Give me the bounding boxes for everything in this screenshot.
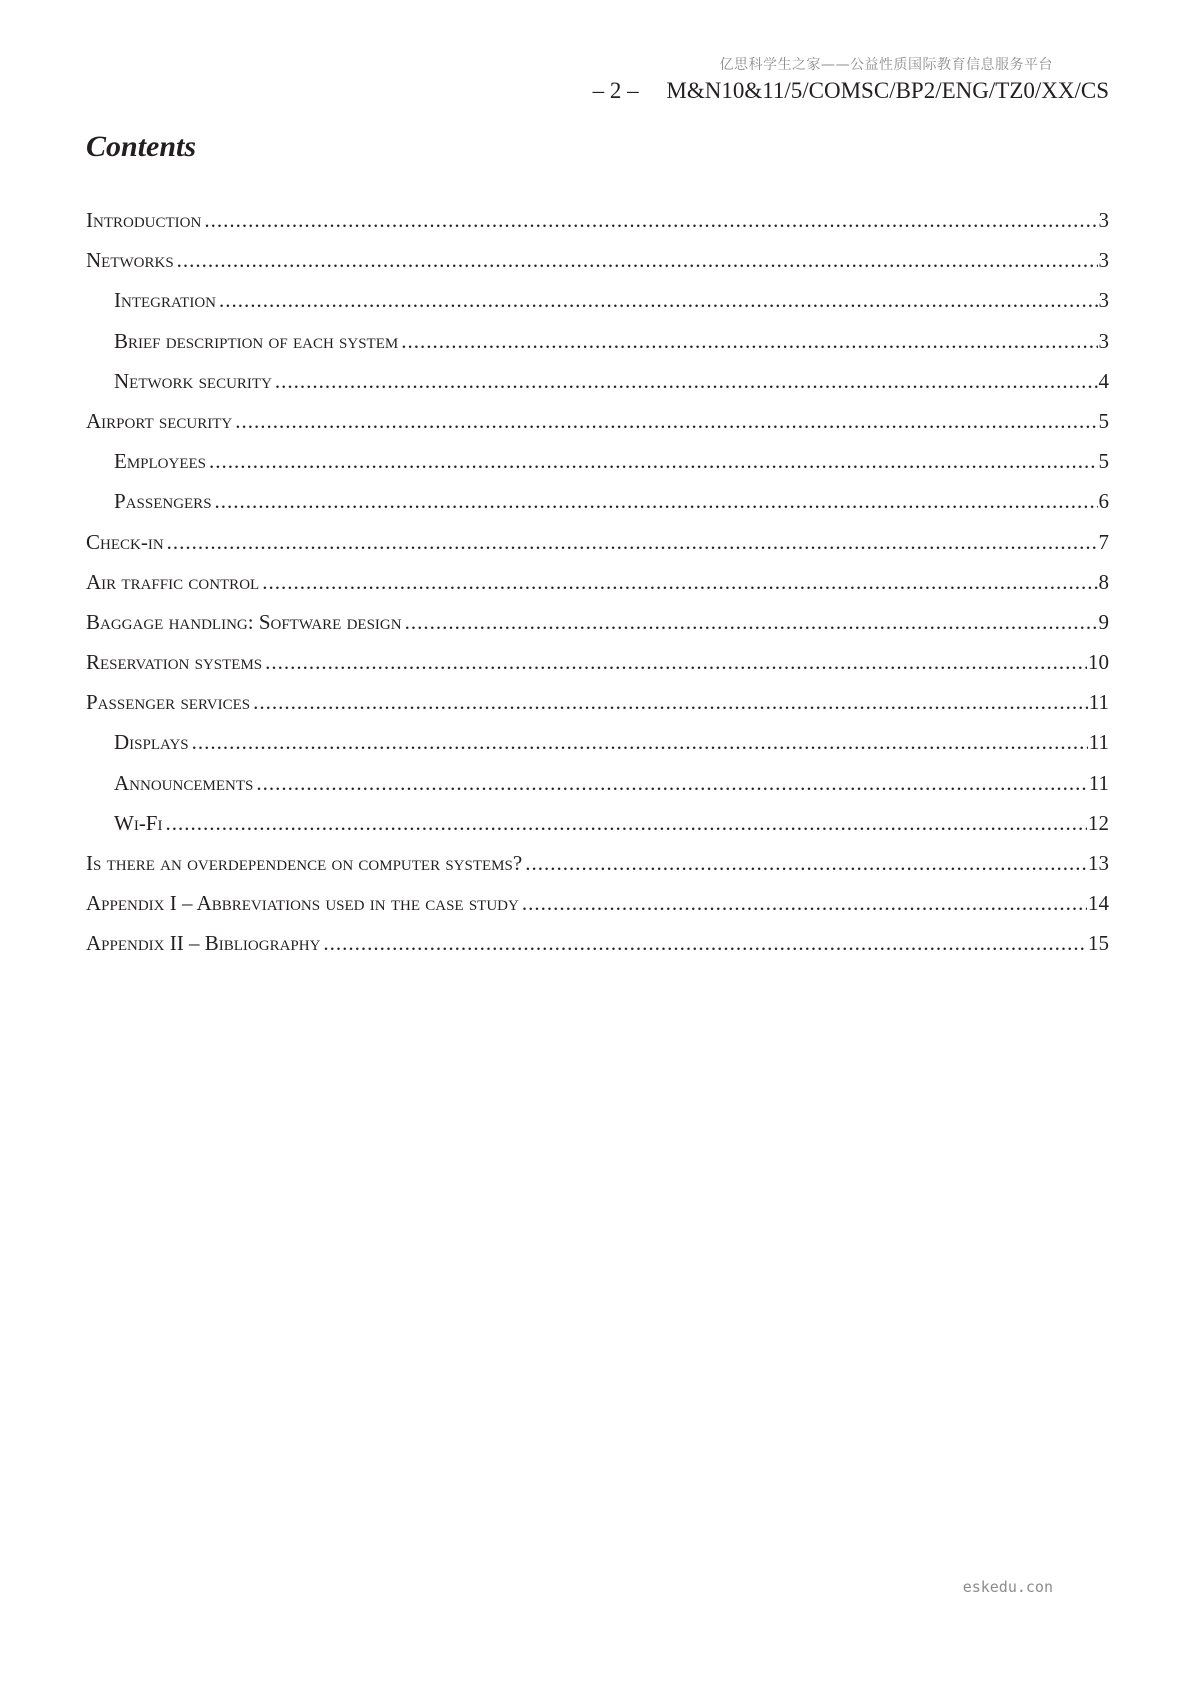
toc-leader-dots: [262, 570, 1097, 595]
toc-entry-label: Check-in: [86, 529, 164, 554]
page-header: [593, 78, 1109, 104]
toc-leader-dots: [275, 369, 1098, 394]
toc-entry-brief-description[interactable]: [86, 329, 1109, 369]
toc-entry-introduction[interactable]: [86, 208, 1109, 248]
toc-entry-label: Displays: [114, 730, 189, 755]
toc-leader-dots: [235, 409, 1097, 434]
toc-leader-dots: [177, 248, 1098, 273]
toc-entry-passengers[interactable]: [86, 489, 1109, 529]
toc-entry-appendix-2[interactable]: [86, 931, 1109, 971]
toc-entry-air-traffic-control[interactable]: [86, 570, 1109, 610]
toc-entry-page: 11: [1088, 690, 1109, 715]
toc-entry-baggage-handling[interactable]: [86, 610, 1109, 650]
toc-entry-label: Networks: [86, 248, 174, 273]
toc-entry-label: Is there an overdependence on computer systems?: [86, 851, 523, 875]
toc-entry-label: Network security: [114, 368, 272, 393]
toc-entry-label: Employees: [114, 449, 207, 474]
page-number: – 2 –: [592, 78, 639, 103]
toc-entry-page: 10: [1088, 650, 1109, 675]
toc-leader-dots: [209, 449, 1097, 474]
toc-entry-wi-fi[interactable]: [86, 811, 1109, 851]
toc-entry-label: Wi-Fi: [114, 810, 163, 835]
table-of-contents: [86, 208, 1109, 972]
toc-entry-page: 15: [1088, 931, 1109, 956]
watermark-top-text: 亿思科学生之家——公益性质国际教育信息服务平台: [719, 57, 1053, 73]
toc-entry-announcements[interactable]: [86, 771, 1109, 811]
document-code: M&N10&11/5/COMSC/BP2/ENG/TZ0/XX/CS: [666, 78, 1109, 103]
toc-leader-dots: [253, 690, 1088, 715]
toc-leader-dots: [215, 489, 1098, 514]
toc-leader-dots: [401, 329, 1097, 354]
page-title: Contents: [86, 130, 197, 163]
toc-entry-page: 4: [1098, 368, 1109, 393]
toc-entry-reservation-systems[interactable]: [86, 650, 1109, 690]
toc-leader-dots: [323, 931, 1087, 956]
toc-entry-label: Airport security: [86, 408, 233, 433]
toc-leader-dots: [192, 730, 1088, 755]
toc-leader-dots: [256, 771, 1087, 796]
toc-entry-page: 11: [1088, 730, 1109, 755]
toc-entry-page: 3: [1098, 208, 1109, 232]
toc-entry-network-security[interactable]: [86, 369, 1109, 409]
toc-entry-page: 5: [1098, 449, 1109, 474]
toc-entry-page: 8: [1098, 569, 1109, 594]
toc-entry-page: 3: [1098, 328, 1109, 353]
toc-entry-label: Appendix II – Bibliography: [86, 931, 321, 956]
toc-entry-label: Passengers: [114, 489, 212, 514]
toc-leader-dots: [525, 851, 1087, 876]
toc-leader-dots: [167, 530, 1098, 555]
toc-entry-page: 6: [1098, 489, 1109, 514]
toc-leader-dots: [405, 610, 1098, 635]
toc-entry-label: Appendix I – Abbreviations used in the case study: [86, 891, 519, 916]
toc-entry-page: 5: [1098, 408, 1109, 433]
toc-entry-label: Reservation systems: [86, 650, 263, 675]
toc-leader-dots: [165, 811, 1087, 836]
watermark-bottom-text: eskedu.con: [962, 1578, 1053, 1596]
toc-entry-page: 9: [1098, 609, 1109, 634]
toc-entry-displays[interactable]: [86, 730, 1109, 770]
toc-entry-label: Announcements: [114, 770, 254, 795]
toc-leader-dots: [522, 891, 1087, 916]
toc-entry-label: Baggage handling: Software design: [86, 609, 402, 634]
toc-entry-employees[interactable]: [86, 449, 1109, 489]
toc-entry-page: 3: [1098, 248, 1109, 273]
toc-leader-dots: [204, 208, 1097, 233]
toc-entry-airport-security[interactable]: [86, 409, 1109, 449]
toc-entry-label: Brief description of each system: [114, 328, 399, 353]
toc-entry-label: Introduction: [86, 208, 202, 232]
toc-entry-passenger-services[interactable]: [86, 690, 1109, 730]
toc-entry-networks[interactable]: [86, 248, 1109, 288]
toc-entry-page: 13: [1088, 851, 1109, 875]
toc-entry-appendix-1[interactable]: [86, 891, 1109, 931]
toc-entry-page: 11: [1088, 770, 1109, 795]
toc-entry-page: 12: [1088, 810, 1109, 835]
toc-entry-label: Passenger services: [86, 690, 251, 715]
toc-entry-label: Air traffic control: [86, 569, 260, 594]
toc-entry-label: Integration: [114, 288, 216, 313]
toc-entry-page: 14: [1088, 891, 1109, 916]
toc-leader-dots: [219, 288, 1098, 313]
toc-leader-dots: [265, 650, 1087, 675]
toc-entry-page: 3: [1098, 288, 1109, 313]
toc-entry-check-in[interactable]: [86, 530, 1109, 570]
toc-entry-overdependence[interactable]: [86, 851, 1109, 891]
toc-entry-integration[interactable]: [86, 288, 1109, 328]
toc-entry-page: 7: [1098, 529, 1109, 554]
